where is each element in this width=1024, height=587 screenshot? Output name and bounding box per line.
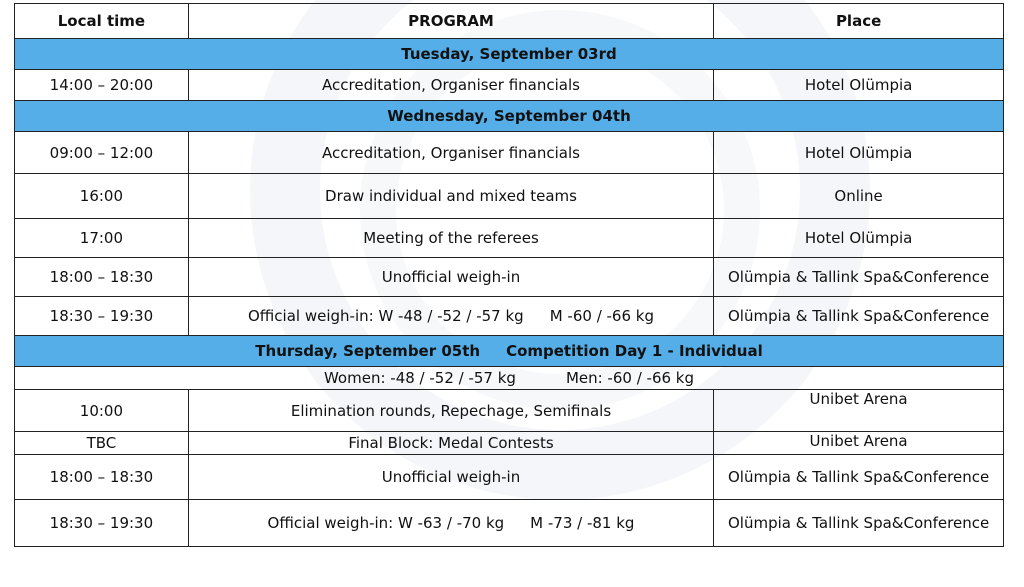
day-row-wednesday [15, 101, 1004, 132]
header-local-time: Local time [15, 4, 189, 39]
place-cell: Olümpia & Tallink Spa&Conference [714, 297, 1004, 336]
time-cell: 18:30 – 19:30 [15, 500, 189, 547]
categories-cell [15, 367, 1004, 390]
time-cell: 14:00 – 20:00 [15, 70, 189, 101]
place-cell: Olümpia & Tallink Spa&Conference [714, 500, 1004, 547]
table-row [15, 455, 1004, 500]
program-cell: Final Block: Medal Contests [188, 432, 713, 455]
men-categories: Men: -60 / -66 kg [565, 369, 695, 387]
weigh-in-men: M -73 / -81 kg [530, 514, 635, 532]
place-cell: Olümpia & Tallink Spa&Conference [714, 455, 1004, 500]
table-row [15, 258, 1004, 297]
day-title: Competition Day 1 - Individual [506, 342, 763, 360]
header-program: PROGRAM [188, 4, 713, 39]
categories-row [15, 367, 1004, 390]
time-cell: 18:00 – 18:30 [15, 455, 189, 500]
table-header-row [15, 4, 1004, 39]
program-cell: Elimination rounds, Repechage, Semifinals [188, 390, 713, 432]
weigh-in-women: Official weigh-in: W -48 / -52 / -57 kg [248, 307, 524, 325]
day-date: Thursday, September 05th [255, 342, 481, 360]
place-cell: Unibet Arena [714, 390, 1004, 432]
weigh-in-men: M -60 / -66 kg [549, 307, 654, 325]
header-place: Place [714, 4, 1004, 39]
weigh-in-women: Official weigh-in: W -63 / -70 kg [267, 514, 505, 532]
time-cell: 18:30 – 19:30 [15, 297, 189, 336]
day-label: Wednesday, September 04th [15, 101, 1004, 132]
table-row [15, 432, 1004, 455]
place-cell: Hotel Olümpia [714, 132, 1004, 174]
place-cell: Hotel Olümpia [714, 70, 1004, 101]
day-label: Tuesday, September 03rd [15, 39, 1004, 70]
time-cell: 09:00 – 12:00 [15, 132, 189, 174]
program-cell: Unofficial weigh-in [188, 258, 713, 297]
time-cell: 18:00 – 18:30 [15, 258, 189, 297]
women-categories: Women: -48 / -52 / -57 kg [323, 369, 516, 387]
time-cell: TBC [15, 432, 189, 455]
table-row [15, 70, 1004, 101]
schedule-table [14, 3, 1004, 547]
place-cell: Online [714, 174, 1004, 219]
table-row [15, 500, 1004, 547]
program-cell: Accreditation, Organiser financials [188, 132, 713, 174]
table-row [15, 174, 1004, 219]
table-row [15, 219, 1004, 258]
program-cell: Unofficial weigh-in [188, 455, 713, 500]
place-cell: Hotel Olümpia [714, 219, 1004, 258]
program-cell: Accreditation, Organiser financials [188, 70, 713, 101]
program-cell [188, 500, 713, 547]
program-cell: Meeting of the referees [188, 219, 713, 258]
table-row [15, 297, 1004, 336]
day-row-thursday [15, 336, 1004, 367]
program-cell: Draw individual and mixed teams [188, 174, 713, 219]
table-row [15, 390, 1004, 432]
table-row [15, 132, 1004, 174]
time-cell: 10:00 [15, 390, 189, 432]
day-row-tuesday [15, 39, 1004, 70]
program-cell [188, 297, 713, 336]
time-cell: 16:00 [15, 174, 189, 219]
time-cell: 17:00 [15, 219, 189, 258]
day-label [15, 336, 1004, 367]
place-cell: Olümpia & Tallink Spa&Conference [714, 258, 1004, 297]
place-cell: Unibet Arena [714, 432, 1004, 455]
